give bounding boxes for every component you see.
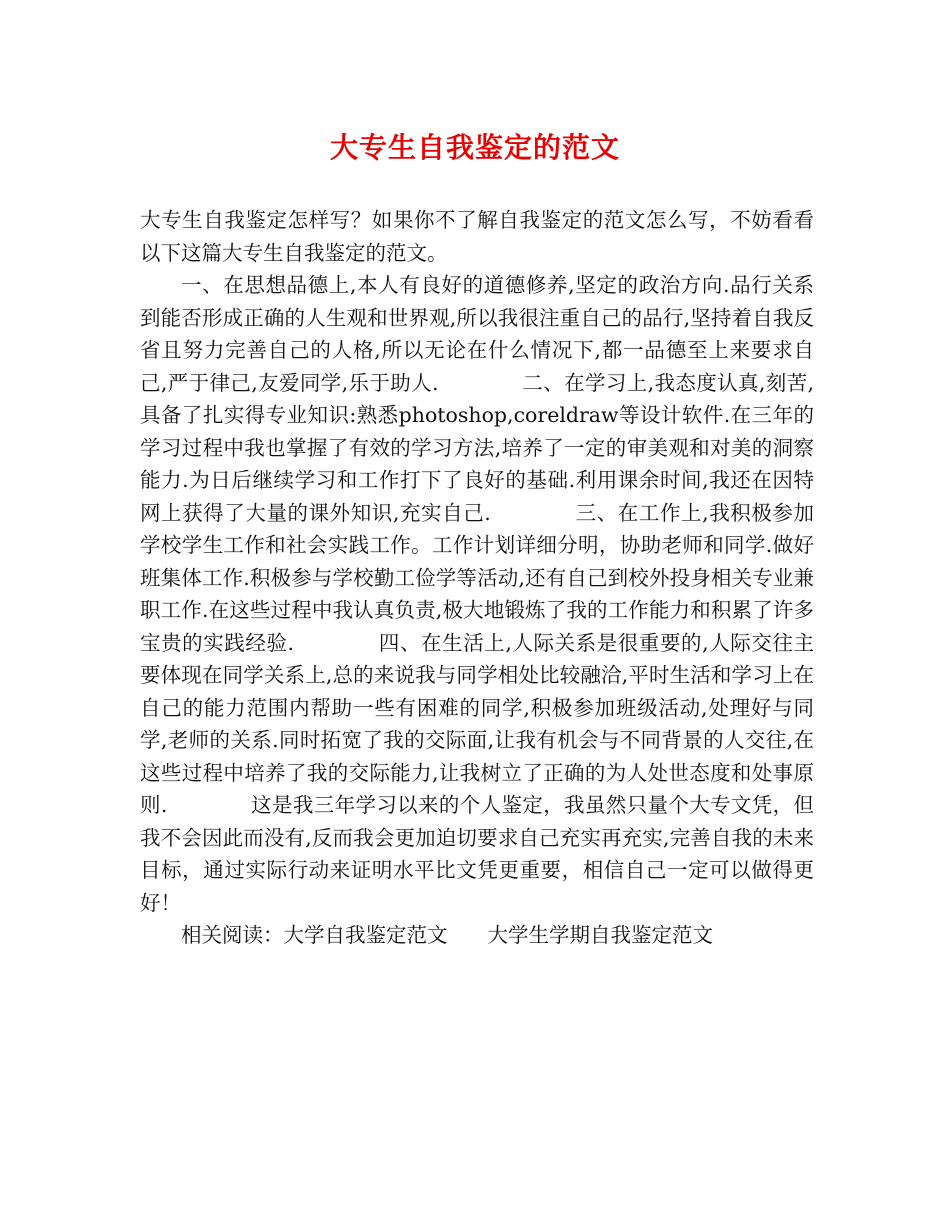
document-title: 大专生自我鉴定的范文 xyxy=(329,131,620,164)
document-body xyxy=(140,204,814,952)
related-reading-label: 相关阅读： xyxy=(181,923,284,947)
related-reading xyxy=(140,919,814,952)
main-paragraph: 一、在思想品德上,本人有良好的道德修养,坚定的政治方向.品行关系到能否形成正确的人生观和世界观,所以我很注重自己的品行,坚持着自我反省且努力完善自己的人格,所以无论在什么情况下,都一品德至上来要求自己,严于律己,友爱同学,乐于助人. 二、在学习上,我态度认真,刻苦,具备了扎实得专业知识:熟悉photoshop,coreldraw等设计软件.在三年的学习过程中我也掌握了有效的学习方法,培养了一定的审美观和对美的洞察能力.为日后继续学习和工作打下了良好的基础.利用课余时间,我还在因特网上获得了大量的课外知识,充实自己. 三、在工作上,我积极参加学校学生工作和社会实践工作。工作计划详细分明，协助老师和同学.做好班集体工作.积极参与学校勤工俭学等活动,还有自己到校外投身相关专业兼职工作.在这些过程中我认真负责,极大地锻炼了我的工作能力和积累了许多宝贵的实践经验. 四、在生活上,人际关系是很重要的,人际交往主要体现在同学关系上,总的来说我与同学相处比较融洽,平时生活和学习上在自己的能力范围内帮助一些有困难的同学,积极参加班级活动,处理好与同学,老师的关系.同时拓宽了我的交际面,让我有机会与不同背景的人交往,在这些过程中培养了我的交际能力,让我树立了正确的为人处世态度和处事原则. 这是我三年学习以来的个人鉴定，我虽然只量个大专文凭，但我不会因此而没有,反而我会更加迫切要求自己充实再充实,完善自我的未来目标，通过实际行动来证明水平比文凭更重要，相信自己一定可以做得更好！ xyxy=(140,273,814,915)
related-link-semester-self-assessment[interactable]: 大学生学期自我鉴定范文 xyxy=(487,923,713,947)
related-link-college-self-assessment[interactable]: 大学自我鉴定范文 xyxy=(283,923,448,947)
intro-paragraph: 大专生自我鉴定怎样写？如果你不了解自我鉴定的范文怎么写，不妨看看以下这篇大专生自我鉴定的范文。 xyxy=(140,208,814,265)
